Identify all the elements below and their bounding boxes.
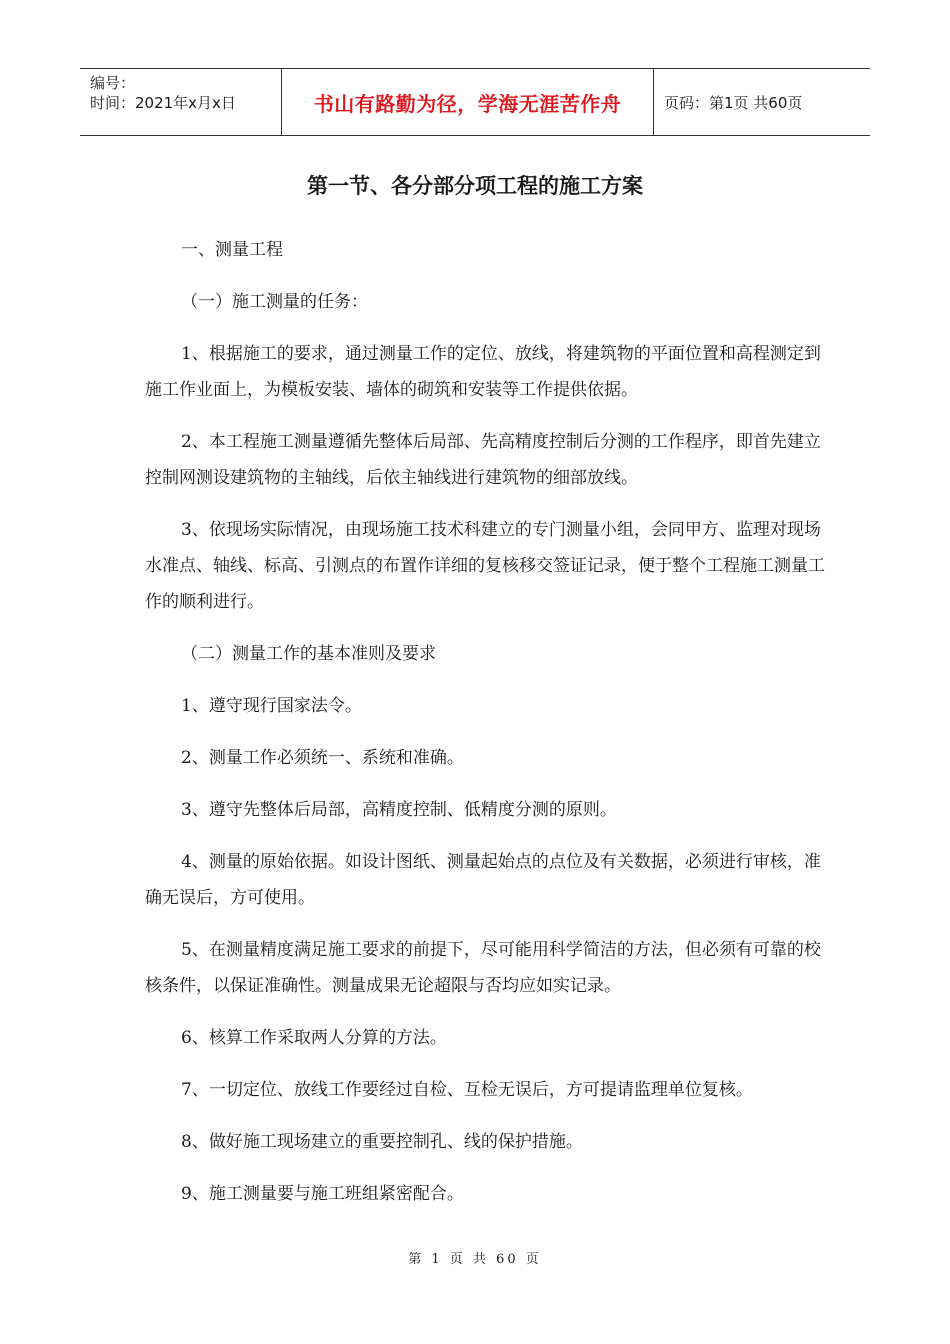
paragraph: 2、测量工作必须统一、系统和准确。 [181,748,464,768]
paragraph: 6、核算工作采取两人分算的方法。 [181,1028,447,1048]
paragraph: 1、遵守现行国家法令。 [181,696,362,716]
subsection-heading: （一）施工测量的任务： [181,292,368,312]
number-label: 编号： [90,74,136,92]
paragraph: 5、在测量精度满足施工要求的前提下，尽可能用科学简洁的方法，但必须有可靠的校核条件，以保证准确性。测量成果无论超限与否均应如实记录。 [145,940,821,996]
paragraph: 4、测量的原始依据。如设计图纸、测量起始点的点位及有关数据，必须进行审核，准确无误后，方可使用。 [145,852,821,908]
motto-text: 书山有路勤为径，学海无涯苦作舟 [313,91,622,116]
section-heading: 一、测量工程 [181,240,283,260]
header-meta-cell [80,69,282,135]
paragraph: 8、做好施工现场建立的重要控制孔、线的保护措施。 [181,1132,583,1152]
page-info: 页码：第1页 共60页 [664,93,803,112]
header-motto-cell [282,69,654,135]
paragraph: 2、本工程施工测量遵循先整体后局部、先高精度控制后分测的工作程序，即首先建立控制网测设建筑物的主轴线，后依主轴线进行建筑物的细部放线。 [145,432,821,488]
paragraph: 9、施工测量要与施工班组紧密配合。 [181,1184,464,1204]
paragraph: 7、一切定位、放线工作要经过自检、互检无误后，方可提请监理单位复核。 [181,1080,753,1100]
paragraph: 3、依现场实际情况，由现场施工技术科建立的专门测量小组，会同甲方、监理对现场水准点、轴线、标高、引测点的布置作详细的复核移交签证记录，便于整个工程施工测量工作的顺利进行。 [145,520,825,612]
paragraph: 3、遵守先整体后局部，高精度控制、低精度分测的原则。 [181,800,617,820]
document-title: 第一节、各分部分项工程的施工方案 [307,174,643,198]
paragraph: 1、根据施工的要求，通过测量工作的定位、放线，将建筑物的平面位置和高程测定到施工作业面上，为模板安装、墙体的砌筑和安装等工作提供依据。 [145,344,821,400]
subsection-heading: （二）测量工作的基本准则及要求 [181,644,436,664]
date-label: 时间：2021年x月x日 [90,94,236,112]
header-page-cell [654,69,870,135]
header-table [80,68,870,136]
page-footer: 第 1 页 共 60 页 [408,1252,542,1267]
document-body [145,232,825,1228]
